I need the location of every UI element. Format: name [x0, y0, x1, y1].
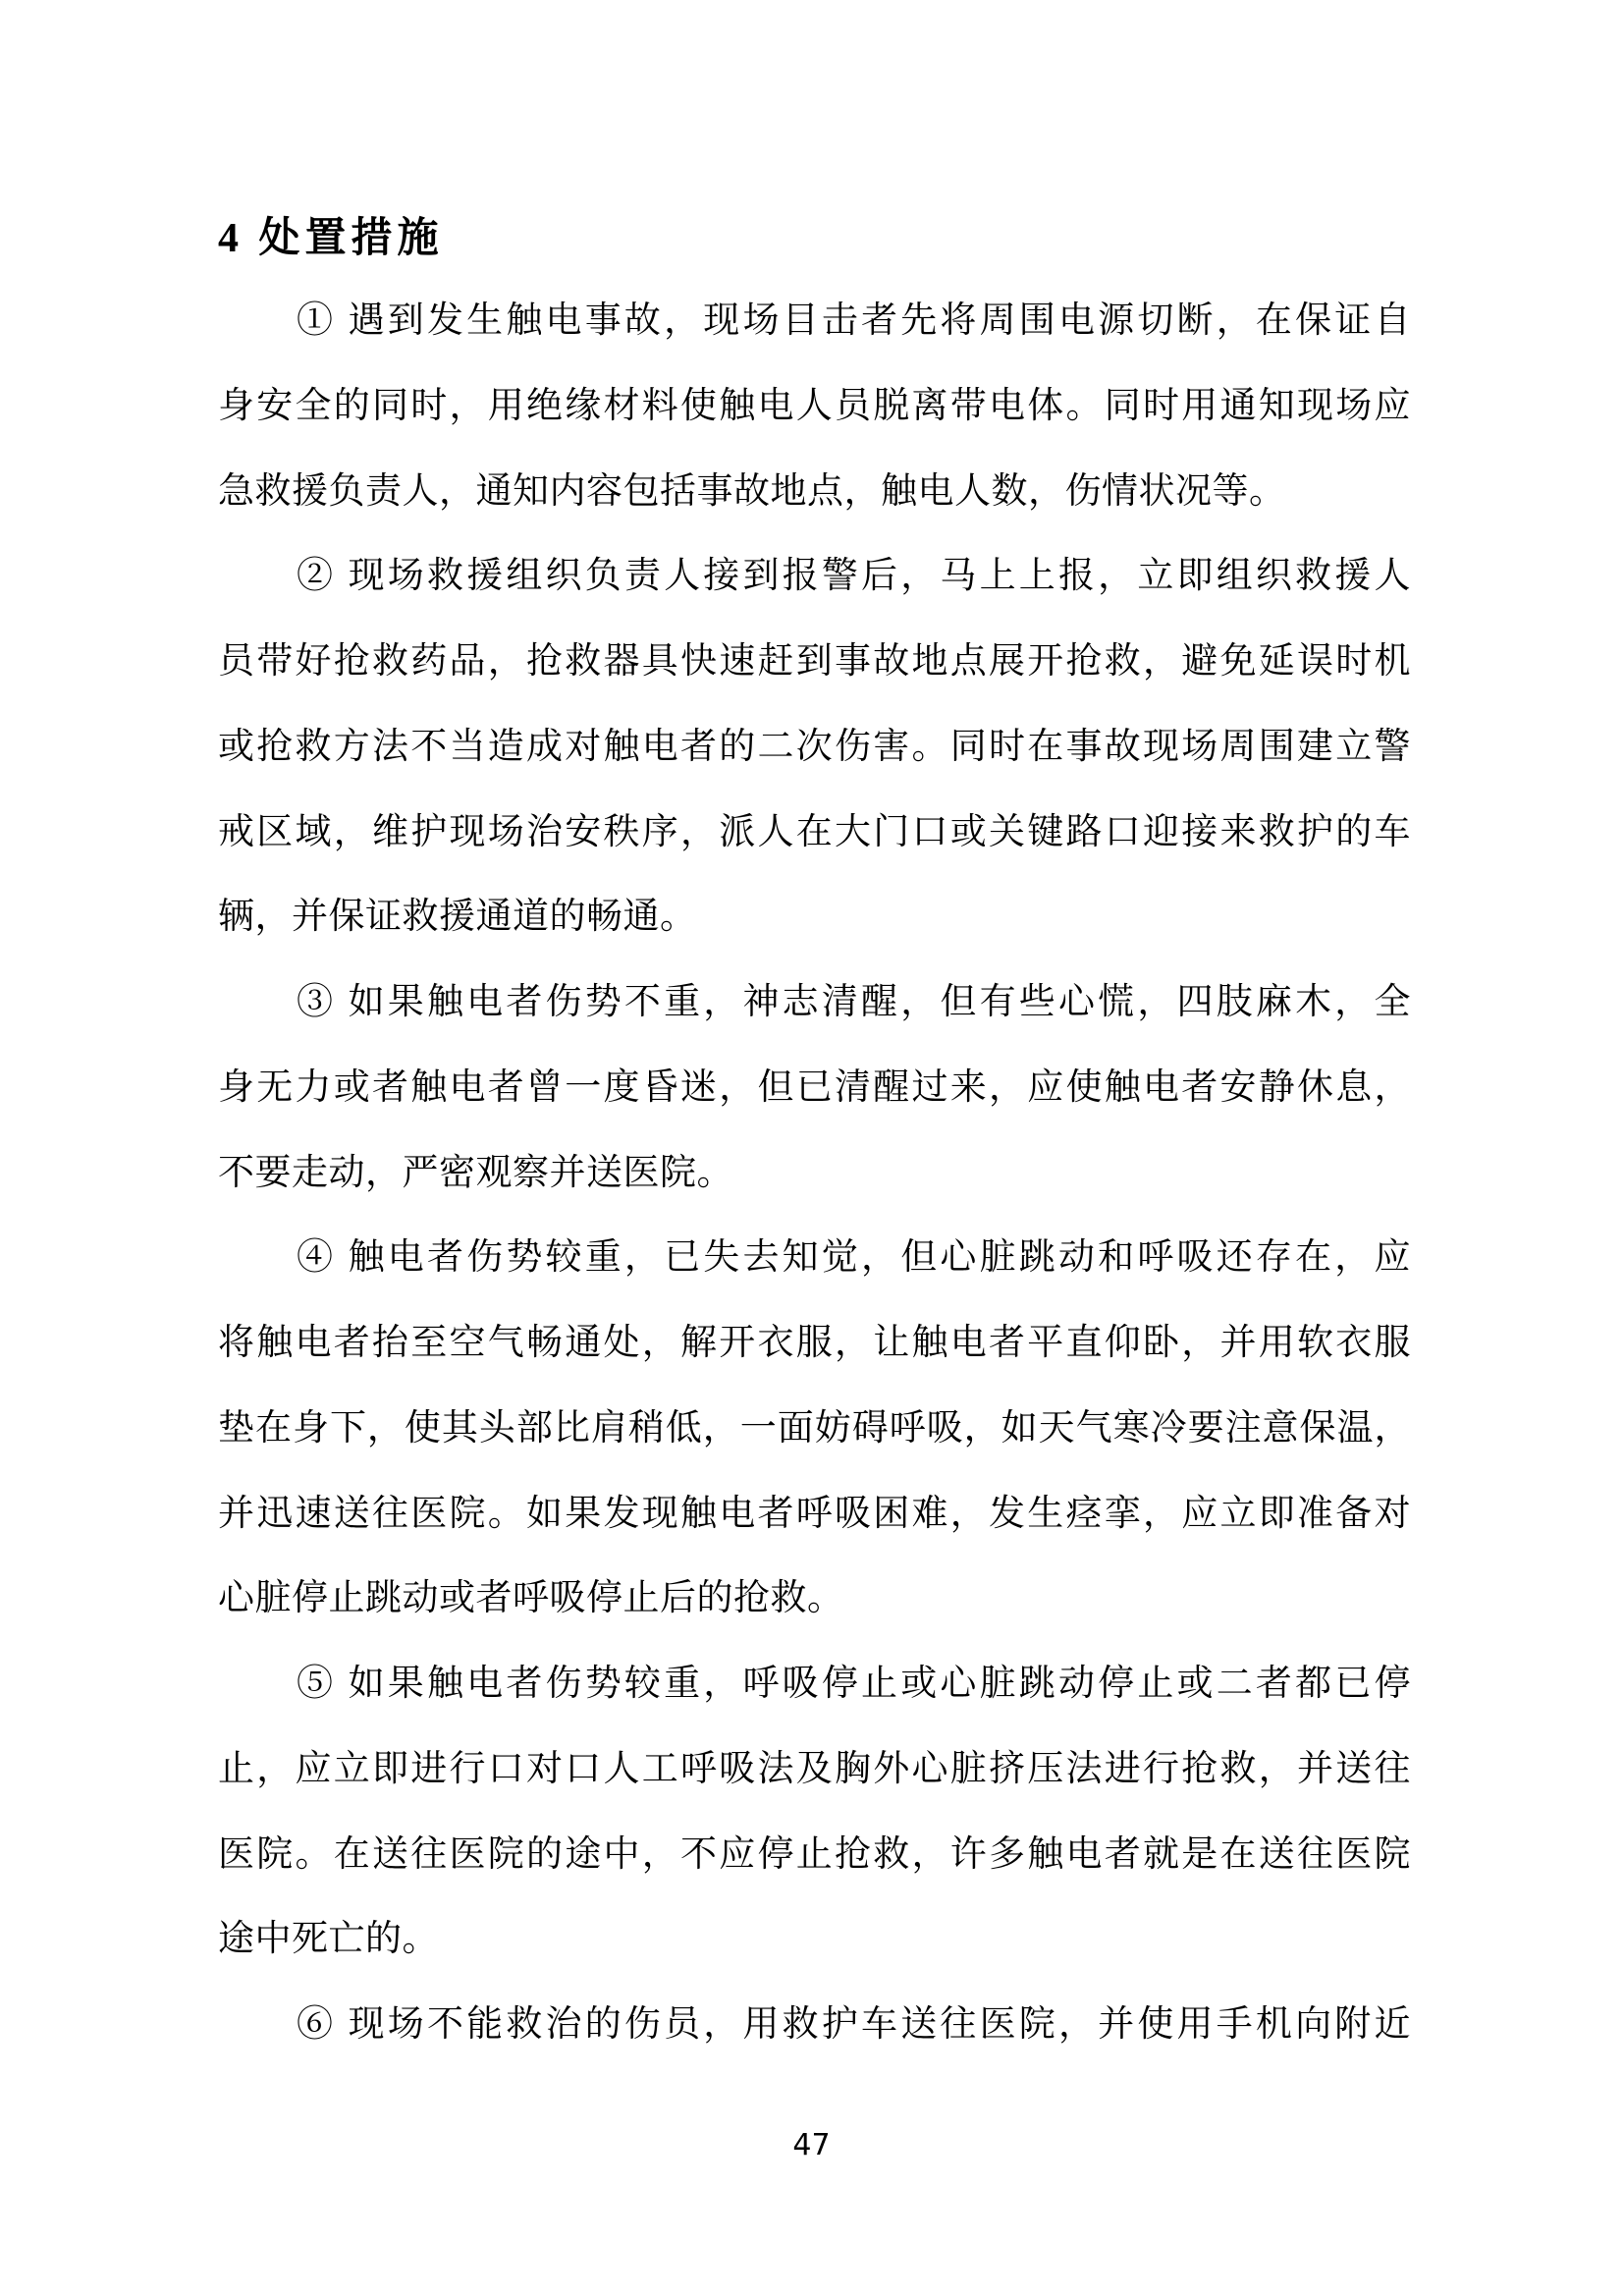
- text-line: 心脏停止跳动或者呼吸停止后的抢救。: [218, 1578, 844, 1619]
- section-heading: 4 处置措施: [218, 216, 444, 261]
- text-line: 或抢救方法不当造成对触电者的二次伤害。同时在事故现场周围建立警: [218, 726, 1411, 767]
- text-line: 戒区域，维护现场治安秩序，派人在大门口或关键路口迎接来救护的车: [218, 811, 1411, 852]
- text-line: 身安全的同时，用绝缘材料使触电人员脱离带电体。同时用通知现场应: [218, 385, 1411, 426]
- text-line: 急救援负责人，通知内容包括事故地点，触电人数，伤情状况等。: [218, 470, 1286, 512]
- text-line: ② 现场救援组织负责人接到报警后，马上上报，立即组织救援人: [297, 556, 1411, 597]
- text-line: 辆，并保证救援通道的畅通。: [218, 897, 697, 938]
- text-line: 不要走动，严密观察并送医院。: [218, 1152, 733, 1193]
- text-line: 垫在身下，使其头部比肩稍低，一面妨碍呼吸，如天气寒冷要注意保温，: [218, 1407, 1411, 1449]
- paragraph: [218, 1216, 1411, 1642]
- paragraph: [218, 534, 1411, 960]
- text-line: 并迅速送往医院。如果发现触电者呼吸困难，发生痉挛，应立即准备对: [218, 1493, 1411, 1534]
- text-line: 止，应立即进行口对口人工呼吸法及胸外心脏挤压法进行抢救，并送往: [218, 1748, 1411, 1789]
- document-body: [218, 279, 1411, 2068]
- text-line: 医院。在送往医院的途中，不应停止抢救，许多触电者就是在送往医院: [218, 1833, 1411, 1875]
- paragraph: [218, 1983, 1411, 2068]
- text-line: 将触电者抬至空气畅通处，解开衣服，让触电者平直仰卧，并用软衣服: [218, 1323, 1411, 1363]
- paragraph: [218, 1642, 1411, 1983]
- page-number: 47: [792, 2128, 831, 2162]
- paragraph: [218, 279, 1411, 534]
- text-line: 身无力或者触电者曾一度昏迷，但已清醒过来，应使触电者安静休息，: [218, 1066, 1411, 1108]
- text-line: 员带好抢救药品，抢救器具快速赶到事故地点展开抢救，避免延误时机: [218, 641, 1411, 682]
- document-content: [218, 206, 1411, 2068]
- text-line: ⑥ 现场不能救治的伤员，用救护车送往医院，并使用手机向附近: [297, 2004, 1411, 2045]
- paragraph: [218, 960, 1411, 1216]
- text-line: ④ 触电者伤势较重，已失去知觉，但心脏跳动和呼吸还存在，应: [297, 1237, 1411, 1279]
- text-line: 途中死亡的。: [218, 1919, 439, 1960]
- text-line: ⑤ 如果触电者伤势较重，呼吸停止或心脏跳动停止或二者都已停: [297, 1664, 1411, 1704]
- text-line: ① 遇到发生触电事故，现场目击者先将周围电源切断，在保证自: [297, 301, 1411, 341]
- text-line: ③ 如果触电者伤势不重，神志清醒，但有些心慌，四肢麻木，全: [297, 982, 1411, 1022]
